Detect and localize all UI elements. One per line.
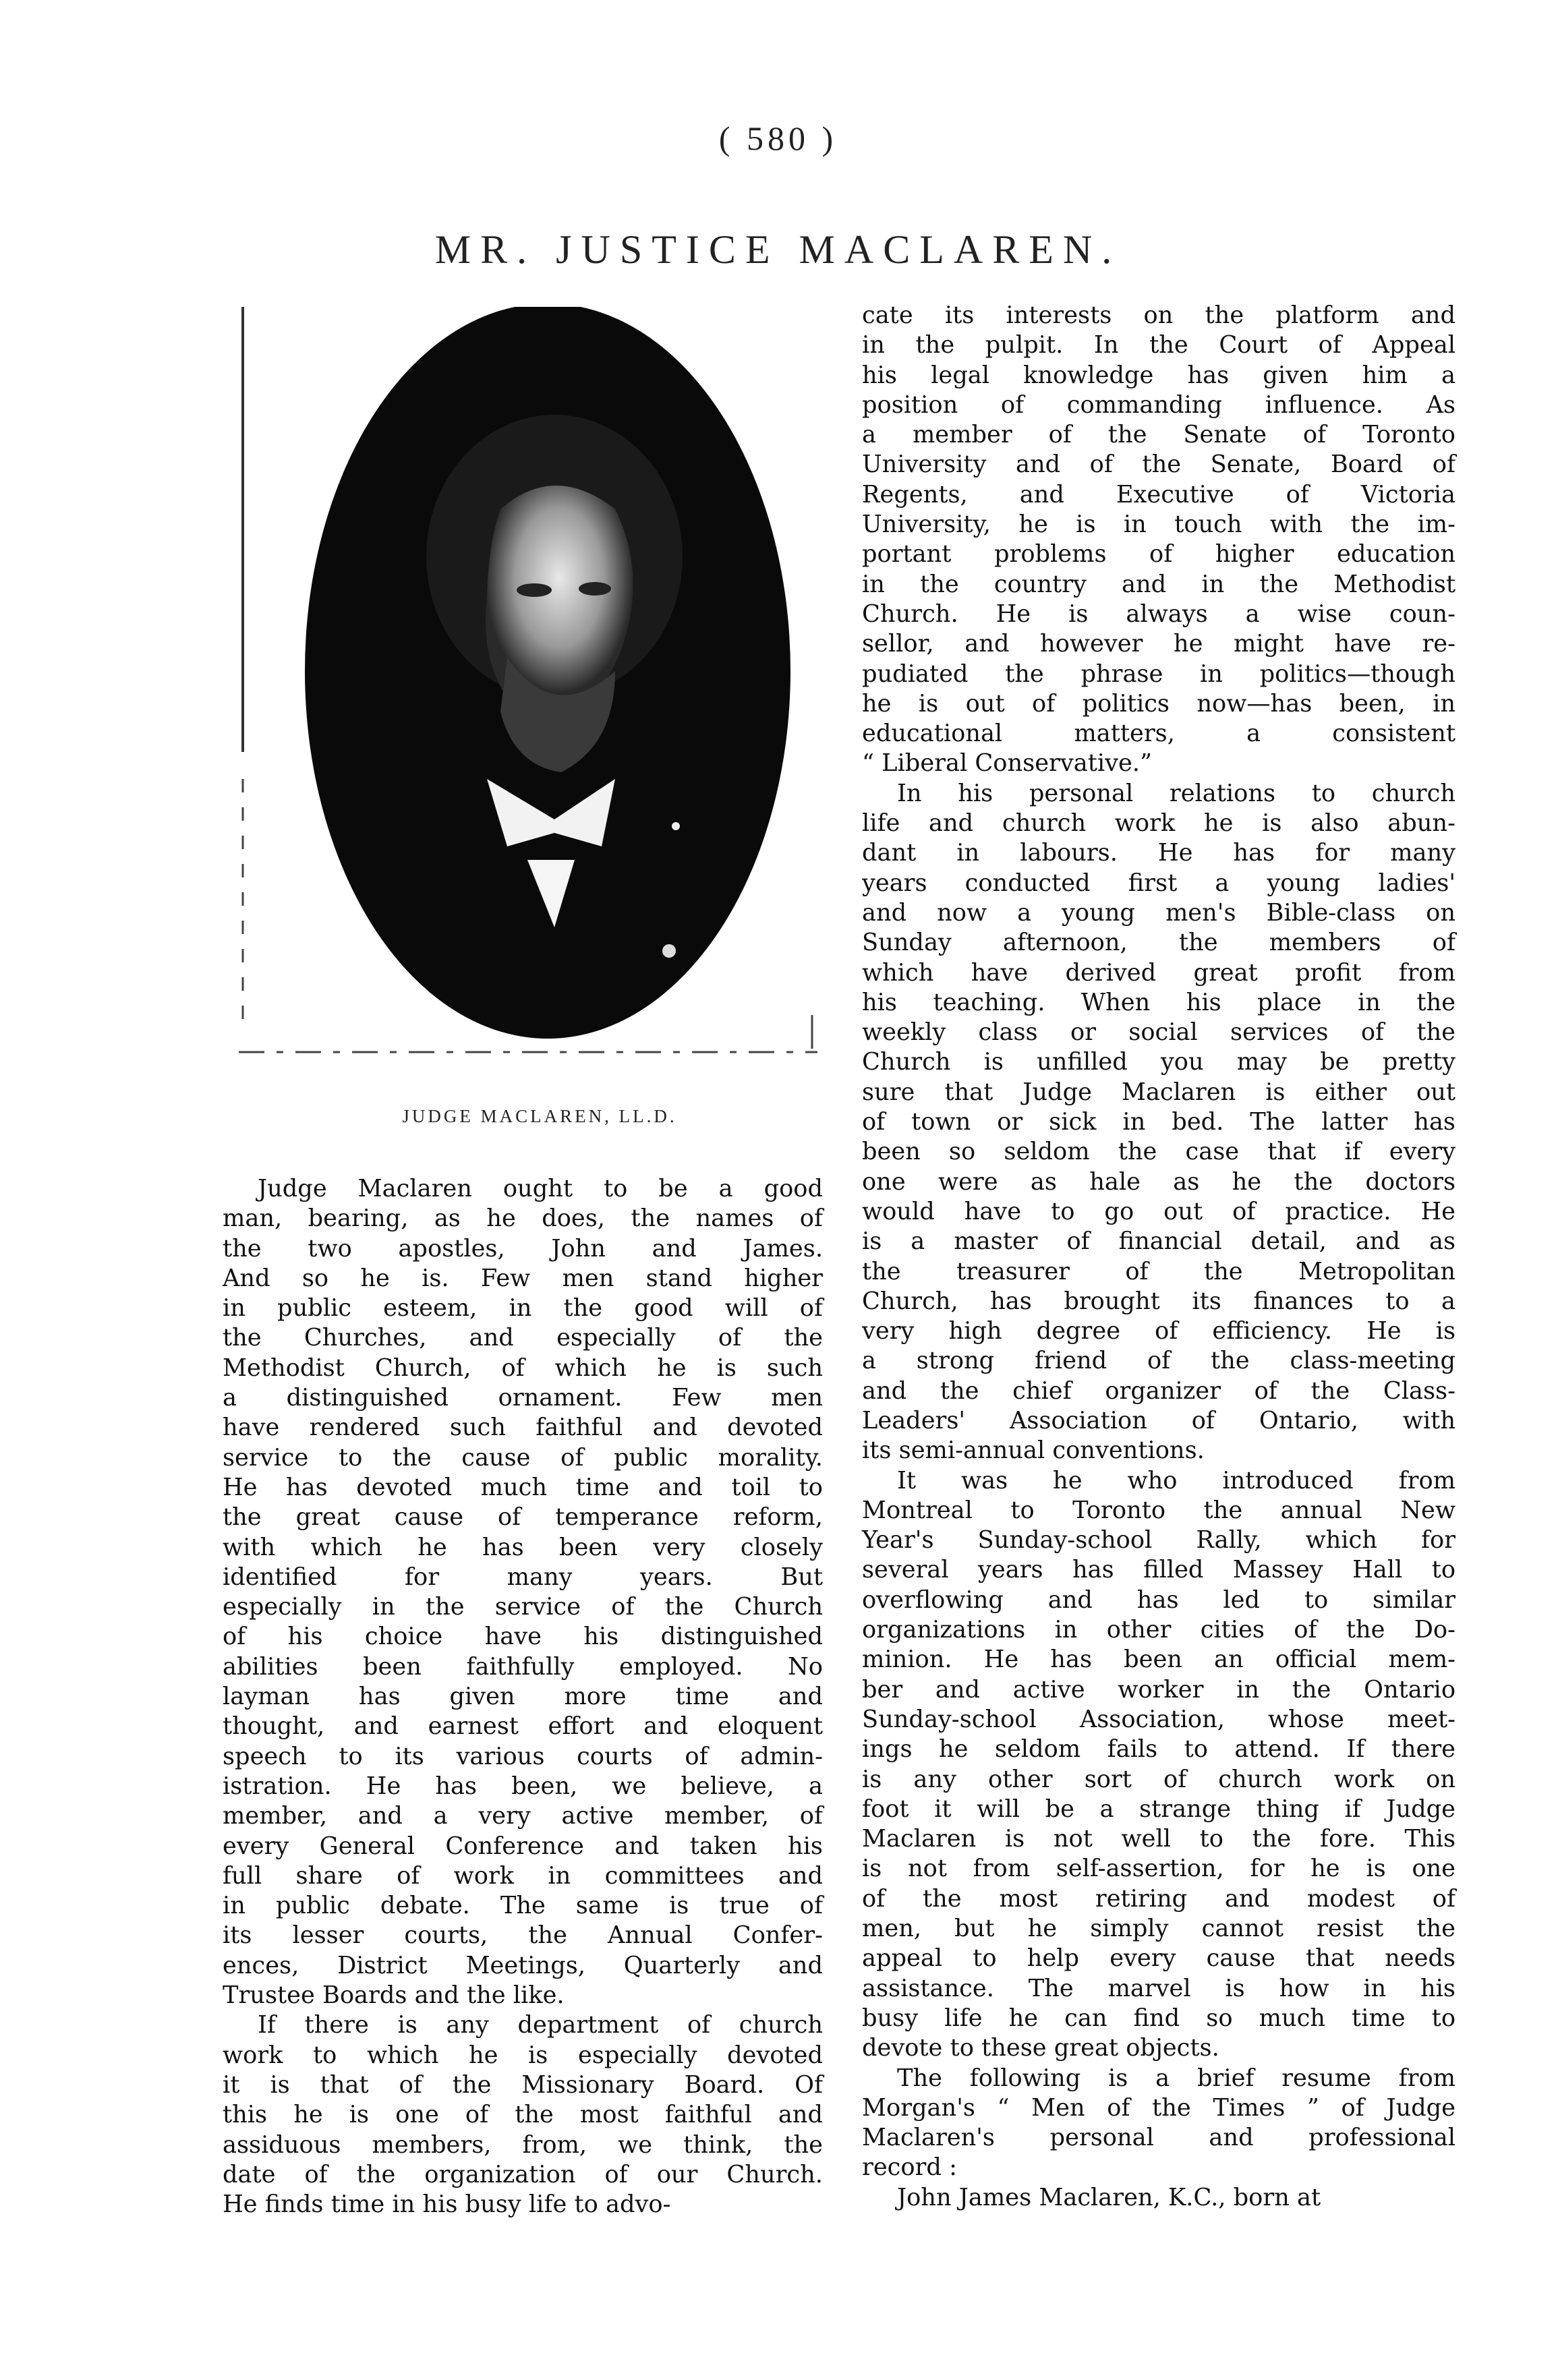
text-line: he is out of politics now—has been, in bbox=[862, 689, 1456, 718]
portrait-photo bbox=[237, 307, 824, 1069]
text-line: man, bearing, as he does, the names of bbox=[223, 1204, 823, 1233]
text-line: He has devoted much time and toil to bbox=[223, 1473, 823, 1501]
text-line: He finds time in his busy life to advo- bbox=[223, 2190, 671, 2219]
text-line: years conducted first a young ladies' bbox=[862, 869, 1456, 897]
text-line: busy life he can find so much time to bbox=[862, 2004, 1456, 2032]
text-line: sure that Judge Maclaren is either out bbox=[862, 1078, 1456, 1106]
text-line: work to which he is especially devoted bbox=[223, 2041, 823, 2069]
text-line: of the most retiring and modest of bbox=[862, 1884, 1456, 1913]
text-line: And so he is. Few men stand higher bbox=[223, 1264, 823, 1292]
text-line: Judge Maclaren ought to be a good bbox=[258, 1175, 823, 1202]
text-line: minion. He has been an official mem- bbox=[862, 1646, 1456, 1674]
text-line: assiduous members, from, we think, the bbox=[223, 2130, 823, 2159]
text-line: dant in labours. He has for many bbox=[862, 839, 1456, 867]
text-line: with which he has been very closely bbox=[223, 1533, 823, 1561]
text-line: Sunday-school Association, whose meet- bbox=[862, 1705, 1456, 1733]
text-line: appeal to help every cause that needs bbox=[862, 1944, 1456, 1973]
text-line: the two apostles, John and James. bbox=[223, 1234, 823, 1262]
text-line: abilities been faithfully employed. No bbox=[223, 1652, 823, 1681]
text-line: it is that of the Missionary Board. Of bbox=[223, 2070, 823, 2099]
text-line: layman has given more time and bbox=[223, 1683, 823, 1711]
text-line: overflowing and has led to similar bbox=[862, 1586, 1456, 1614]
text-line: pudiated the phrase in politics—though bbox=[862, 660, 1456, 688]
text-line: his legal knowledge has given him a bbox=[862, 361, 1456, 389]
text-line: University, he is in touch with the im- bbox=[862, 511, 1456, 539]
text-line: position of commanding influence. As bbox=[862, 390, 1456, 419]
text-line: especially in the service of the Church bbox=[223, 1593, 823, 1621]
text-line: organizations in other cities of the Do- bbox=[862, 1616, 1456, 1644]
text-line: of his choice have his distinguished bbox=[223, 1623, 823, 1651]
text-line: Trustee Boards and the like. bbox=[223, 1981, 565, 2010]
text-line: weekly class or social services of the bbox=[862, 1018, 1456, 1047]
text-line: in public esteem, in the good will of bbox=[223, 1294, 823, 1323]
text-line: The following is a brief resume from bbox=[897, 2064, 1456, 2092]
text-line: every General Conference and taken his bbox=[223, 1832, 823, 1860]
text-line: is any other sort of church work on bbox=[862, 1765, 1456, 1793]
text-line: ber and active worker in the Ontario bbox=[862, 1675, 1456, 1704]
text-line: identified for many years. But bbox=[223, 1563, 823, 1591]
text-line: would have to go out of practice. He bbox=[862, 1197, 1456, 1225]
text-line: thought, and earnest effort and eloquent bbox=[223, 1712, 823, 1741]
text-line: It was he who introduced from bbox=[897, 1466, 1456, 1494]
text-line: and the chief organizer of the Class- bbox=[862, 1376, 1456, 1405]
text-line: foot it will be a strange thing if Judge bbox=[862, 1795, 1456, 1823]
text-line: been so seldom the case that if every bbox=[862, 1138, 1456, 1166]
text-line: its semi-annual conventions. bbox=[862, 1436, 1205, 1465]
text-line: have rendered such faithful and devoted bbox=[223, 1414, 823, 1442]
text-line: record : bbox=[862, 2153, 957, 2182]
text-line: men, but he simply cannot resist the bbox=[862, 1915, 1456, 1943]
text-line: portant problems of higher education bbox=[862, 540, 1456, 569]
text-line: If there is any department of church bbox=[258, 2011, 823, 2039]
text-line: in the country and in the Methodist bbox=[862, 570, 1456, 598]
text-line: member, and a very active member, of bbox=[223, 1802, 823, 1830]
paragraph bbox=[862, 2183, 1456, 2213]
text-line: a strong friend of the class-meeting bbox=[862, 1347, 1456, 1375]
text-line: Maclaren is not well to the fore. This bbox=[862, 1825, 1456, 1853]
text-line: of town or sick in bed. The latter has bbox=[862, 1108, 1456, 1136]
text-line: very high degree of efficiency. He is bbox=[862, 1317, 1456, 1345]
text-line: several years has filled Massey Hall to bbox=[862, 1556, 1456, 1584]
paragraph bbox=[862, 2064, 1456, 2183]
text-line: Year's Sunday-school Rally, which for bbox=[862, 1526, 1456, 1555]
text-line: this he is one of the most faithful and bbox=[223, 2101, 823, 2129]
text-line: “ Liberal Conservative.” bbox=[862, 749, 1152, 778]
text-line: devote to these great objects. bbox=[862, 2034, 1219, 2062]
text-line: ences, District Meetings, Quarterly and bbox=[223, 1951, 823, 1979]
text-line: John James Maclaren, K.C., born at bbox=[897, 2183, 1321, 2211]
text-line: Morgan's “ Men of the Times ” of Judge bbox=[862, 2093, 1456, 2122]
text-line: speech to its various courts of admin- bbox=[223, 1742, 823, 1770]
text-line: cate its interests on the platform and bbox=[862, 301, 1456, 329]
text-line: sellor, and however he might have re- bbox=[862, 630, 1456, 658]
text-line: the Churches, and especially of the bbox=[223, 1324, 823, 1352]
paragraph bbox=[862, 779, 1456, 1466]
text-line: is a master of financial detail, and as bbox=[862, 1227, 1456, 1256]
page-number: ( 580 ) bbox=[718, 119, 838, 157]
text-line: Methodist Church, of which he is such bbox=[223, 1354, 823, 1382]
text-line: Church is unfilled you may be pretty bbox=[862, 1048, 1456, 1076]
text-line: the treasurer of the Metropolitan bbox=[862, 1257, 1456, 1285]
portrait-caption: JUDGE MACLAREN, LL.D. bbox=[402, 1106, 677, 1126]
right-column bbox=[862, 301, 1456, 2213]
text-line: in the pulpit. In the Court of Appeal bbox=[862, 331, 1456, 359]
text-line: the great cause of temperance reform, bbox=[223, 1503, 823, 1532]
text-line: one were as hale as he the doctors bbox=[862, 1167, 1456, 1196]
article-title: MR. JUSTICE MACLAREN. bbox=[434, 227, 1122, 272]
text-line: date of the organization of our Church. bbox=[223, 2160, 823, 2188]
text-line: a distinguished ornament. Few men bbox=[223, 1384, 823, 1412]
paragraph bbox=[862, 301, 1456, 779]
paragraph bbox=[223, 2010, 823, 2219]
left-column bbox=[223, 1174, 823, 2219]
text-line: his teaching. When his place in the bbox=[862, 988, 1456, 1016]
text-line: Leaders' Association of Ontario, with bbox=[862, 1406, 1456, 1434]
text-line: Maclaren's personal and professional bbox=[862, 2124, 1456, 2152]
text-line: ings he seldom fails to attend. If there bbox=[862, 1735, 1456, 1764]
paragraph bbox=[862, 1466, 1456, 2064]
text-line: service to the cause of public morality. bbox=[223, 1443, 823, 1472]
text-line: a member of the Senate of Toronto bbox=[862, 421, 1456, 449]
text-line: Sunday afternoon, the members of bbox=[862, 929, 1456, 957]
text-line: educational matters, a consistent bbox=[862, 720, 1456, 748]
text-line: life and church work he is also abun- bbox=[862, 809, 1456, 838]
text-line: Regents, and Executive of Victoria bbox=[862, 480, 1456, 509]
text-line: Montreal to Toronto the annual New bbox=[862, 1496, 1456, 1524]
text-line: is not from self-assertion, for he is one bbox=[862, 1855, 1456, 1883]
text-line: Church. He is always a wise coun- bbox=[862, 600, 1456, 628]
text-line: which have derived great profit from bbox=[862, 958, 1456, 987]
text-line: In his personal relations to church bbox=[897, 779, 1456, 807]
text-line: and now a young men's Bible-class on bbox=[862, 898, 1456, 927]
text-line: its lesser courts, the Annual Confer- bbox=[223, 1921, 823, 1950]
paragraph bbox=[223, 1174, 823, 2010]
text-line: in public debate. The same is true of bbox=[223, 1892, 823, 1920]
text-line: istration. He has been, we believe, a bbox=[223, 1772, 823, 1800]
text-line: Church, has brought its finances to a bbox=[862, 1287, 1456, 1315]
text-line: University and of the Senate, Board of bbox=[862, 451, 1456, 479]
text-line: assistance. The marvel is how in his bbox=[862, 1974, 1456, 2002]
text-line: full share of work in committees and bbox=[223, 1861, 823, 1890]
